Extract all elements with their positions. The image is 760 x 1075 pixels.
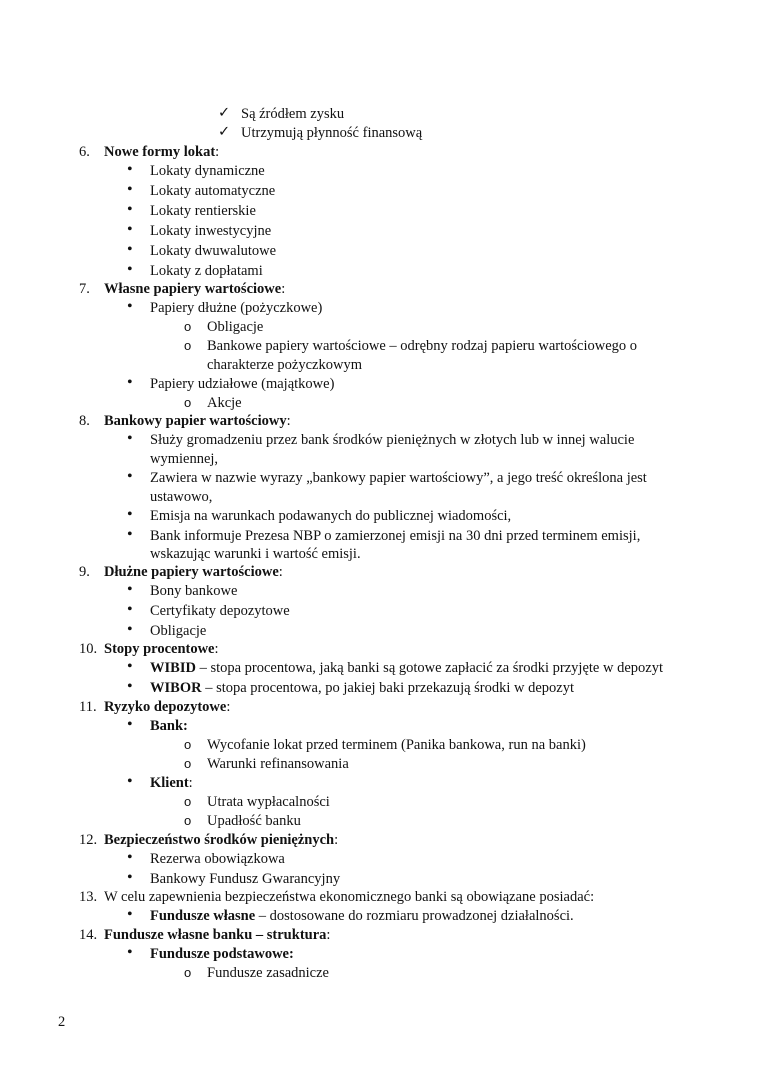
section-title: Fundusze własne banku – struktura <box>104 927 327 943</box>
list-item: Bank informuje Prezesa NBP o zamierzonej emisji na 30 dni przed terminem emisji, <box>150 528 641 544</box>
sub-list-item: Wycofanie lokat przed terminem (Panika bankowa, run na banki) <box>207 737 586 753</box>
section-number: 9. <box>79 564 90 580</box>
list-item: Służy gromadzeniu przez bank środków pieniężnych w złotych lub w innej walucie <box>150 432 635 448</box>
colon: : <box>286 413 291 429</box>
term: WIBID <box>150 660 196 676</box>
section-heading <box>104 563 283 581</box>
bullet-icon: • <box>127 869 133 886</box>
checkmark-icon: ✓ <box>218 105 231 121</box>
section-number: 12. <box>79 832 98 848</box>
circle-bullet-icon: o <box>184 794 192 809</box>
bullet-icon: • <box>127 468 133 485</box>
definition: – dostosowane do rozmiaru prowadzonej działalności. <box>255 908 574 924</box>
list-item: Emisja na warunkach podawanych do publicznej wiadomości, <box>150 508 512 524</box>
colon: : <box>278 564 283 580</box>
term: WIBOR <box>150 680 202 696</box>
section-title: Dłużne papiery wartościowe <box>104 564 279 580</box>
section-heading <box>104 143 219 161</box>
list-item: Papiery udziałowe (majątkowe) <box>150 376 335 392</box>
list-item <box>150 679 574 697</box>
section-number: 11. <box>79 699 97 715</box>
colon: : <box>214 641 219 657</box>
bullet-icon: • <box>127 658 133 675</box>
colon: : <box>226 699 231 715</box>
circle-bullet-icon: o <box>184 395 192 410</box>
bullet-icon: • <box>127 241 133 258</box>
page-number: 2 <box>58 1014 66 1030</box>
bullet-icon: • <box>127 773 133 790</box>
section-number: 13. <box>79 889 98 905</box>
sub-list-item: Warunki refinansowania <box>207 756 349 772</box>
bullet-icon: • <box>127 261 133 278</box>
bullet-icon: • <box>127 161 133 178</box>
term: Fundusze własne <box>150 908 256 924</box>
section-number: 7. <box>79 281 90 297</box>
list-item <box>150 774 193 792</box>
colon: : <box>188 775 193 791</box>
list-item: Lokaty z dopłatami <box>150 263 263 279</box>
list-item: Są źródłem zysku <box>241 106 345 122</box>
colon: : <box>334 832 339 848</box>
list-item-cont: wymiennej, <box>150 451 219 467</box>
list-item <box>150 907 574 925</box>
section-title: Bezpieczeństwo środków pieniężnych <box>104 832 335 848</box>
bullet-icon: • <box>127 506 133 523</box>
sub-list-item: Bankowe papiery wartościowe – odrębny rodzaj papieru wartościowego o <box>207 338 638 354</box>
bullet-icon: • <box>127 601 133 618</box>
list-item: Rezerwa obowiązkowa <box>150 851 285 867</box>
bullet-icon: • <box>127 201 133 218</box>
section-title: Własne papiery wartościowe <box>104 281 282 297</box>
circle-bullet-icon: o <box>184 813 192 828</box>
section-heading <box>104 926 330 944</box>
section-title: Bankowy papier wartościowy <box>104 413 287 429</box>
bullet-icon: • <box>127 181 133 198</box>
circle-bullet-icon: o <box>184 737 192 752</box>
list-item: Papiery dłużne (pożyczkowe) <box>150 300 323 316</box>
list-item: Utrzymują płynność finansową <box>241 125 423 141</box>
list-item: Lokaty dwuwalutowe <box>150 243 277 259</box>
section-text: W celu zapewnienia bezpieczeństwa ekonomicznego banki są obowiązane posiadać: <box>104 889 595 905</box>
list-item-cont: ustawowo, <box>150 489 213 505</box>
section-heading <box>104 698 230 716</box>
list-item: Bankowy Fundusz Gwarancyjny <box>150 871 341 887</box>
colon: : <box>281 281 286 297</box>
section-heading <box>104 640 219 658</box>
section-title: Stopy procentowe <box>104 641 215 657</box>
list-item: Fundusze podstawowe: <box>150 946 294 962</box>
circle-bullet-icon: o <box>184 965 192 980</box>
bullet-icon: • <box>127 716 133 733</box>
section-title: Nowe formy lokat <box>104 144 216 160</box>
section-heading <box>104 831 338 849</box>
list-item: Lokaty rentierskie <box>150 203 256 219</box>
sub-list-item: Obligacje <box>207 319 264 335</box>
bullet-icon: • <box>127 581 133 598</box>
bullet-icon: • <box>127 526 133 543</box>
section-heading <box>104 412 291 430</box>
sub-list-item: Akcje <box>207 395 242 411</box>
list-item: Bony bankowe <box>150 583 238 599</box>
section-heading <box>104 280 285 298</box>
bullet-icon: • <box>127 430 133 447</box>
circle-bullet-icon: o <box>184 319 192 334</box>
bullet-icon: • <box>127 849 133 866</box>
bullet-icon: • <box>127 621 133 638</box>
list-item <box>150 659 663 677</box>
list-item: Lokaty inwestycyjne <box>150 223 272 239</box>
definition: – stopa procentowa, po jakiej baki przekazują środki w depozyt <box>201 680 575 696</box>
sub-list-item-cont: charakterze pożyczkowym <box>207 357 362 373</box>
list-item: Obligacje <box>150 623 207 639</box>
list-item: Bank: <box>150 718 188 734</box>
circle-bullet-icon: o <box>184 756 192 771</box>
sub-list-item: Fundusze zasadnicze <box>207 965 329 981</box>
list-item: Lokaty automatyczne <box>150 183 276 199</box>
section-title: Ryzyko depozytowe <box>104 699 227 715</box>
bullet-icon: • <box>127 906 133 923</box>
checkmark-icon: ✓ <box>218 124 231 140</box>
list-item: Certyfikaty depozytowe <box>150 603 290 619</box>
colon: : <box>215 144 220 160</box>
circle-bullet-icon: o <box>184 338 192 353</box>
sub-list-item: Utrata wypłacalności <box>207 794 330 810</box>
bullet-icon: • <box>127 678 133 695</box>
section-number: 14. <box>79 927 98 943</box>
bullet-icon: • <box>127 944 133 961</box>
list-item: Lokaty dynamiczne <box>150 163 265 179</box>
section-number: 10. <box>79 641 98 657</box>
term: Klient <box>150 775 189 791</box>
colon: : <box>326 927 331 943</box>
bullet-icon: • <box>127 374 133 391</box>
list-item: Zawiera w nazwie wyrazy „bankowy papier wartościowy”, a jego treść określona jest <box>150 470 647 486</box>
list-item-cont: wskazując warunki i wartość emisji. <box>150 546 361 562</box>
section-number: 8. <box>79 413 90 429</box>
bullet-icon: • <box>127 298 133 315</box>
section-number: 6. <box>79 144 90 160</box>
sub-list-item: Upadłość banku <box>207 813 301 829</box>
definition: – stopa procentowa, jaką banki są gotowe zapłacić za środki przyjęte w depozyt <box>195 660 663 676</box>
bullet-icon: • <box>127 221 133 238</box>
